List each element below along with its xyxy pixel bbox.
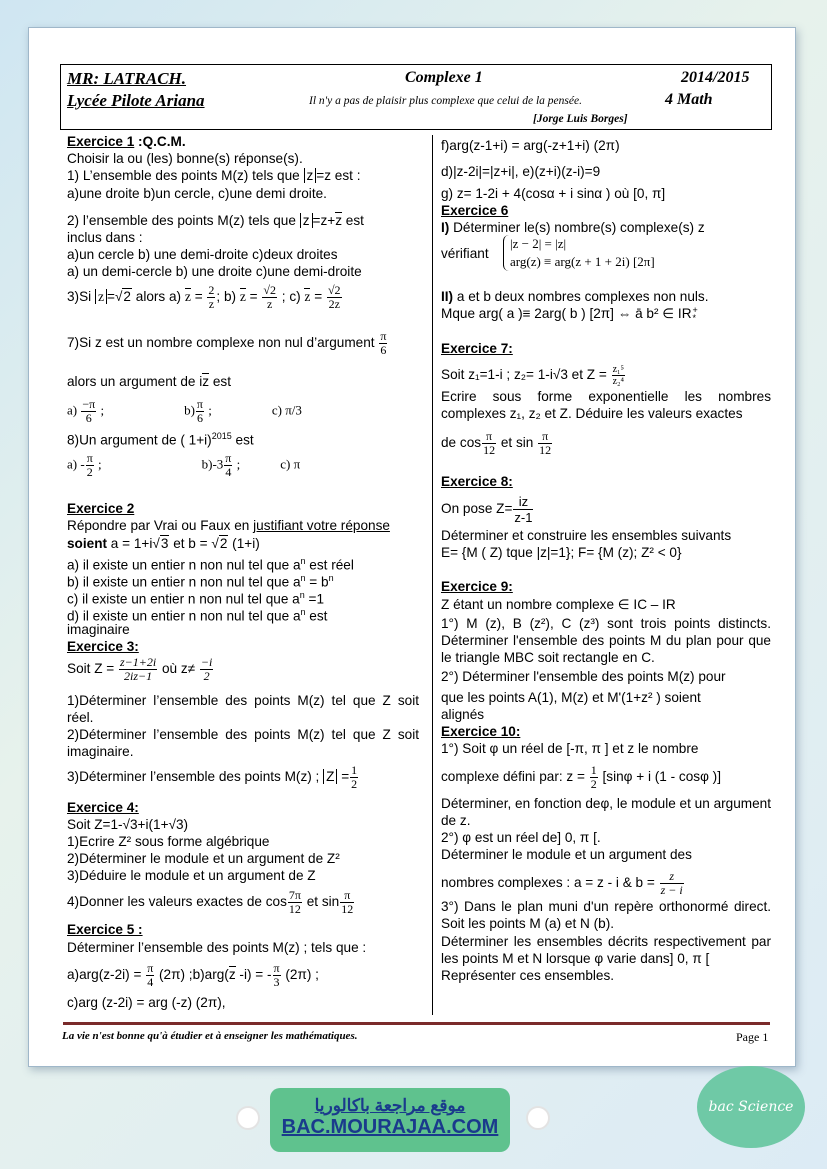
ex6-part2-b: Mque arg( a )≡ 2arg( b ) [2π] ⇔ ā b² ∈ IR + *: [441, 305, 698, 324]
ex9-q2-c: alignés: [441, 707, 485, 722]
teacher-name: MR: LATRACH.: [67, 69, 187, 88]
doc-title: Complexe 1: [405, 69, 483, 86]
ex4-title: Exercice 4:: [67, 800, 139, 815]
ex1-qcm: :Q.C.M.: [134, 134, 186, 149]
bac-science-badge: bac Science: [697, 1066, 805, 1148]
ex1-q2: 2) l’ensemble des points M(z) tels que z =z+z est: [67, 213, 364, 228]
ex2-a: a) il existe un entier n non nul tel que $a^n$ est réel: [67, 556, 354, 573]
ex10-l6: nombres complexes : a = z - i & b = $\frac{z}{z - i}$: [441, 869, 683, 897]
ex1-q8-choices: a) - $\frac{\pi}{2}$ ; b)-3 $\frac{\pi}{4}$ ; c) π: [67, 451, 301, 479]
ex9-q2: 2°) Déterminer l'ensemble des points M(z) pour: [441, 669, 726, 684]
ex8-title: Exercice 8:: [441, 474, 513, 489]
ex4-q2: 2)Déterminer le module et un argument de Z²: [67, 851, 340, 866]
ex3-title: Exercice 3:: [67, 639, 139, 654]
ex6-system: |z − 2| = |z| arg(z) ≡ arg(z + 1 + 2i) [2π]: [503, 235, 655, 271]
ex6-part1: I) Déterminer le(s) nombre(s) complexe(s) z: [441, 220, 705, 235]
ex1-q3: 3)Si z =√2 alors a) z = $\frac{2}{z}$ ; b) z = $\frac{√2}{z}$ ; c) z = $\frac{√2}{2z}$: [67, 283, 341, 311]
school-year: 2014/2015: [681, 69, 750, 86]
ex1-instruction: Choisir la ou (les) bonne(s) réponse(s).: [67, 151, 303, 166]
footer-quote: La vie n'est bonne qu'à étudier et à enseigner les mathématiques.: [62, 1030, 358, 1042]
ex1-q2-choices1: a)un cercle b) une demi-droite c)deux droites: [67, 247, 338, 262]
ex6-verify: vérifiant: [441, 246, 489, 261]
banner-arabic: موقع مراجعة باكالوريا: [314, 1096, 466, 1115]
site-logo-left: [236, 1106, 260, 1130]
ex8-q: Déterminer et construire les ensembles suivants: [441, 528, 732, 543]
ex2-b: b) il existe un entier n non nul tel que $a^n = b^n$: [67, 573, 334, 590]
ex5-g: g) z= 1-2i + 4(cosα + i sinα ) où [0, π]: [441, 186, 666, 201]
ex8-def: On pose Z= $\frac{iz}{z-1}$: [441, 494, 533, 525]
page-number: Page 1: [736, 1030, 769, 1044]
column-divider: [432, 135, 433, 1015]
ex4-def: Soit Z=1-√3+i(1+√3): [67, 817, 189, 832]
ex2-title: Exercice 2: [67, 501, 135, 516]
ex9-q1: 1°) M (z), B (z²), C (z³) sont trois points distincts. Déterminer l'ensemble des points M du plan pour que le triangle MBC soit rectangle en C.: [441, 616, 771, 665]
ex3-def: Soit Z = $\frac{z-1+2i}{2iz-1}$ où z≠ $\frac{-i}{2}$: [67, 655, 213, 683]
ex9-def: Z étant un nombre complexe ∈ IC – IR: [441, 597, 676, 612]
class-level: 4 Math: [665, 91, 713, 108]
header-box: [60, 64, 772, 130]
ex5-c: c)arg (z-2i) = arg (-z) (2π),: [67, 995, 226, 1010]
ex4-q4: 4)Donner les valeurs exactes de cos $\frac{7\pi}{12}$ et sin $\frac{\pi}{12}$: [67, 888, 354, 916]
site-logo-right: [526, 1106, 550, 1130]
ex1-q2-choices2: a) un demi-cercle b) une droite c)une demi-droite: [67, 264, 362, 279]
ex4-q1: 1)Ecrire Z² sous forme algébrique: [67, 834, 270, 849]
ex10-l2: complexe défini par: z = $\frac{1}{2}$ [sinφ + i (1 - cosφ )]: [441, 763, 721, 791]
ex1-q7-choices: a) $\frac{-\pi}{6}$ ; b) $\frac{\pi}{6}$ ; c) π/3: [67, 397, 302, 425]
ex5-title: Exercice 5 :: [67, 922, 143, 937]
ex9-title: Exercice 9:: [441, 579, 513, 594]
ex10-l1: 1°) Soit φ un réel de [-π, π ] et z le nombre: [441, 741, 699, 756]
ex10-title: Exercice 10:: [441, 724, 521, 739]
ex7-deduce: de cos $\frac{\pi}{12}$ et sin $\frac{\pi}{12}$: [441, 429, 552, 457]
ex1-q7: 7)Si z est un nombre complexe non nul d’argument $\frac{\pi}{6}$: [67, 329, 387, 357]
ex5-de: d)|z-2i|=|z+i|, e)(z+i)(z-i)=9: [441, 164, 601, 179]
footer-rule: [63, 1022, 770, 1025]
ex5-instruction: Déterminer l’ensemble des points M(z) ; tels que :: [67, 940, 367, 955]
ex1-q2-b: inclus dans :: [67, 230, 143, 245]
ex2-d-b: imaginaire: [67, 622, 130, 637]
ex7-def: Soit z₁=1-i ; z₂= 1-i√3 et Z = $\frac{\text{z₁⁵}}{\text{z₂⁴}}$: [441, 364, 624, 387]
ex5-ab: a)arg(z-2i) = $\frac{\pi}{4}$ (2π) ;b)arg(z -i) = - $\frac{\pi}{3}$ (2π) ;: [67, 961, 319, 989]
ex10-l4: 2°) φ est un réel de] 0, π [.: [441, 830, 601, 845]
ex4-q3: 3)Déduire le module et un argument de Z: [67, 868, 316, 883]
ex10-l8: Déterminer les ensembles décrits respectivement par les points M et N lorsque φ varie dans] 0, π [: [441, 934, 771, 966]
ex2-instruction: Répondre par Vrai ou Faux en justifiant votre réponse: [67, 518, 390, 533]
ex3-q3: 3)Déterminer l’ensemble des points M(z) ; Z = $\frac{1}{2}$: [67, 763, 358, 791]
ex9-q2-b: que les points A(1), M(z) et M'(1+z² ) soient: [441, 690, 701, 705]
banner-url[interactable]: BAC.MOURAJAA.COM: [281, 1116, 499, 1138]
ex3-q1: 1)Déterminer l’ensemble des points M(z) tel que Z soit réel.: [67, 693, 419, 725]
ex7-title: Exercice 7:: [441, 341, 513, 356]
ex10-l9: Représenter ces ensembles.: [441, 968, 615, 983]
ex1-q8: 8)Un argument de ( 1+i)$^{2015}$ est: [67, 431, 254, 448]
ex1-q1: 1) L’ensemble des points M(z) tels que z =z est :: [67, 168, 361, 183]
ex8-sets: E= {M ( Z) tque |z|=1}; F= {M (z); Z² < 0}: [441, 545, 682, 560]
ex10-l7: 3°) Dans le plan muni d'un repère orthonormé direct. Soit les points M (a) et N (b).: [441, 899, 771, 931]
ex2-d: d) il existe un entier n non nul tel que $a^n$ est: [67, 607, 328, 624]
ex10-l3: Déterminer, en fonction deφ, le module et un argument de z.: [441, 796, 771, 828]
ex1-q1-choices: a)une droite b)un cercle, c)une demi droite.: [67, 186, 327, 201]
ex2-c: c) il existe un entier n non nul tel que $a^n =1$: [67, 590, 325, 607]
ex2-given: soient a = 1+i√3 et b = √2 (1+i): [67, 536, 260, 551]
header-quote: Il n'y a pas de plaisir plus complexe que celui de la pensée.: [309, 95, 582, 107]
ex3-q2: 2)Déterminer l’ensemble des points M(z) tel que Z soit imaginaire.: [67, 727, 419, 759]
school-name: Lycée Pilote Ariana: [67, 91, 205, 110]
ex1-title: Exercice 1: [67, 134, 135, 149]
ex6-title: Exercice 6: [441, 203, 509, 218]
site-banner[interactable]: [270, 1088, 510, 1152]
quote-author: [Jorge Luis Borges]: [533, 113, 628, 125]
ex6-part2: II) a et b deux nombres complexes non nuls.: [441, 289, 709, 304]
ex7-q: Ecrire sous forme exponentielle les nombres complexes z₁, z₂ et Z. Déduire les valeurs exactes: [441, 389, 771, 421]
ex1-q7-b: alors un argument de iz est: [67, 374, 231, 389]
ex10-l5: Déterminer le module et un argument des: [441, 847, 692, 862]
ex5-f: f)arg(z-1+i) = arg(-z+1+i) (2π): [441, 138, 620, 153]
